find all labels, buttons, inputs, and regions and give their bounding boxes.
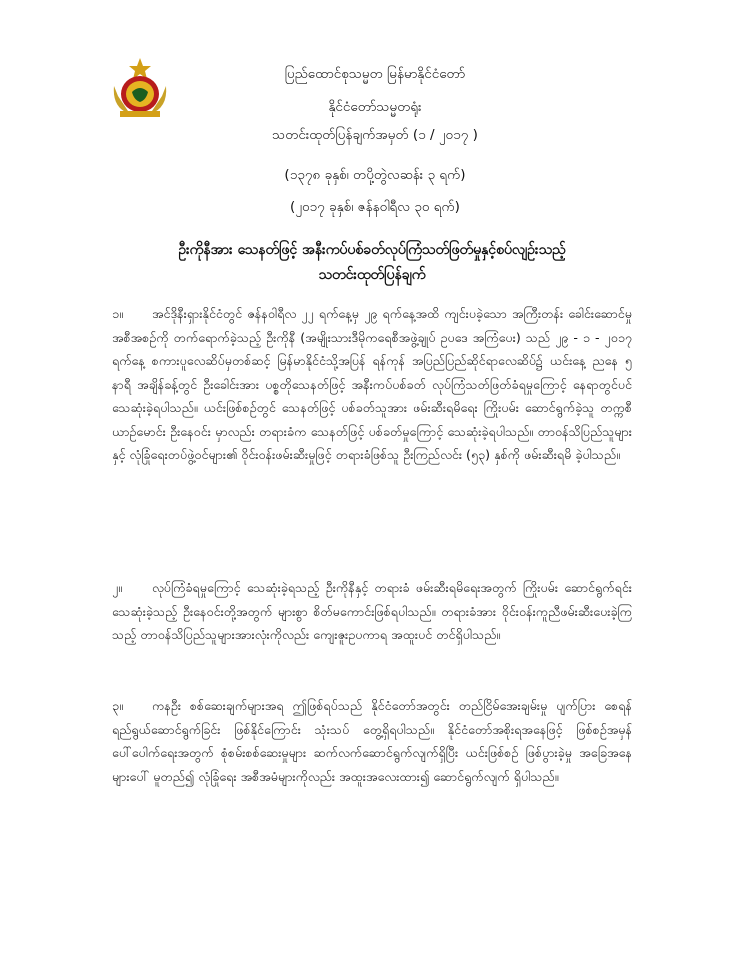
paragraph-2	[112, 576, 632, 647]
paragraph-number: ၂။	[112, 580, 122, 595]
paragraph-text: လုပ်ကြံခံရမှုကြောင့် သေဆုံးခဲ့ရသည့် ဦးကိုနီနှင့် တရားခံ ဖမ်းဆီးရမိရေးအတွက် ကြိုးပမ်း ဆောင်ရွက်ရင်း သေဆုံးခဲ့သည့် ဦးနေဝင်းတို့အတွက် များစွာ စိတ်မကောင်းဖြစ်ရပါသည်။ တရားခံအား ဝိုင်းဝန်းကူညီဖမ်းဆီးပေးခဲ့ကြသည့် တာဝန်သိပြည်သူများအားလုံးကိုလည်း ကျေးဇူးဥပကာရ အထူးပင် တင်ရှိပါသည်။	[112, 580, 632, 642]
paragraph-number: ၁။	[112, 306, 123, 321]
subject-line-2: သတင်းထုတ်ပြန်ချက်	[318, 267, 426, 283]
paragraph-1	[112, 302, 632, 467]
paragraph-text: အင်ဒိုနီးရှားနိုင်ငံတွင် ဇန်နဝါရီလ ၂၂ ရက်နေ့မှ ၂၉ ရက်နေ့အထိ ကျင်းပခဲ့သော အကြီးတန်း ခေါင်းဆောင်မှု အစီအစဉ်ကို တက်ရောက်ခဲ့သည့် ဦးကိုနီ (အမျိုးသားဒီမိုကရေစီအဖွဲ့ချုပ် ဥပဒေ အကြံပေး) သည် ၂၉ - ၁ - ၂၀၁၇ ရက်နေ့ စကားပူလေဆိပ်မှတစ်ဆင့် မြန်မာနိုင်ငံသို့အပြန် ရန်ကုန် အပြည်ပြည်ဆိုင်ရာလေဆိပ်၌ ယင်းနေ့ ညနေ ၅ နာရီ အချိန်ခန့်တွင် ဦးခေါင်းအား ပစ္စတိုသေနတ်ဖြင့် အနီးကပ်ပစ်ခတ် လုပ်ကြံသတ်ဖြတ်ခံရမှုကြောင့် နေရာတွင်ပင် သေဆုံးခဲ့ရပါသည်။ ယင်းဖြစ်စဉ်တွင် သေနတ်ဖြင့် ပစ်ခတ်သူအား ဖမ်းဆီးရမိရေး ကြိုးပမ်း ဆောင်ရွက်ခဲ့သူ တက္ကစီယာဉ်မောင်း ဦးနေဝင်း မှာလည်း တရားခံက သေနတ်ဖြင့် ပစ်ခတ်မှုကြောင့် သေဆုံးခဲ့ရပါသည်။ တာဝန်သိပြည်သူများနှင့် လုံခြုံရေးတပ်ဖွဲ့ဝင်များ၏ ဝိုင်းဝန်းဖမ်းဆီးမှုဖြင့် တရားခံဖြစ်သူ ဦးကြည်လင်း (၅၃) နှစ်ကို ဖမ်းဆီးရမိ ခဲ့ပါသည်။	[112, 306, 632, 462]
country-title: ပြည်ထောင်စုသမ္မတ မြန်မာနိုင်ငံတော်	[284, 66, 466, 82]
release-number: သတင်းထုတ်ပြန်ချက်အမှတ် (၁ / ၂၀၁၇ )	[272, 127, 478, 143]
date-gregorian: (၂၀၁၇ ခုနှစ်၊ ဇန်နဝါရီလ ၃၀ ရက်)	[290, 199, 460, 215]
paragraph-3	[112, 694, 632, 788]
state-seal-icon	[108, 56, 172, 118]
office-title: နိုင်ငံတော်သမ္မတရုံး	[328, 99, 422, 115]
paragraph-text: ကနဦး စစ်ဆေးချက်များအရ ဤဖြစ်ရပ်သည် နိုင်ငံတော်အတွင်း တည်ငြိမ်အေးချမ်းမှု ပျက်ပြား စေရန် ရည်ရွယ်ဆောင်ရွက်ခြင်း ဖြစ်နိုင်ကြောင်း သုံးသပ် တွေ့ရှိရပါသည်။ နိုင်ငံတော်အစိုးရအနေဖြင့် ဖြစ်စဉ်အမှန် ပေါ်ပေါက်ရေးအတွက် စုံစမ်းစစ်ဆေးမှုများ ဆက်လက်ဆောင်ရွက်လျက်ရှိပြီး ယင်းဖြစ်စဉ် ဖြစ်ပွားခဲ့မှု အခြေအနေများပေါ် မူတည်၍ လုံခြုံရေး အစီအမံများကိုလည်း အထူးအလေးထား၍ ဆောင်ရွက်လျက် ရှိပါသည်။	[112, 698, 632, 784]
subject-line-1: ဦးကိုနီအား သေနတ်ဖြင့် အနီးကပ်ပစ်ခတ်လုပ်ကြံသတ်ဖြတ်မှုနှင့်စပ်လျဉ်းသည့်	[178, 242, 566, 258]
paragraph-number: ၃။	[112, 698, 123, 713]
date-lunar: (၁၃၇၈ ခုနှစ်၊ တပို့တွဲလဆန်း ၃ ရက်)	[284, 167, 466, 183]
